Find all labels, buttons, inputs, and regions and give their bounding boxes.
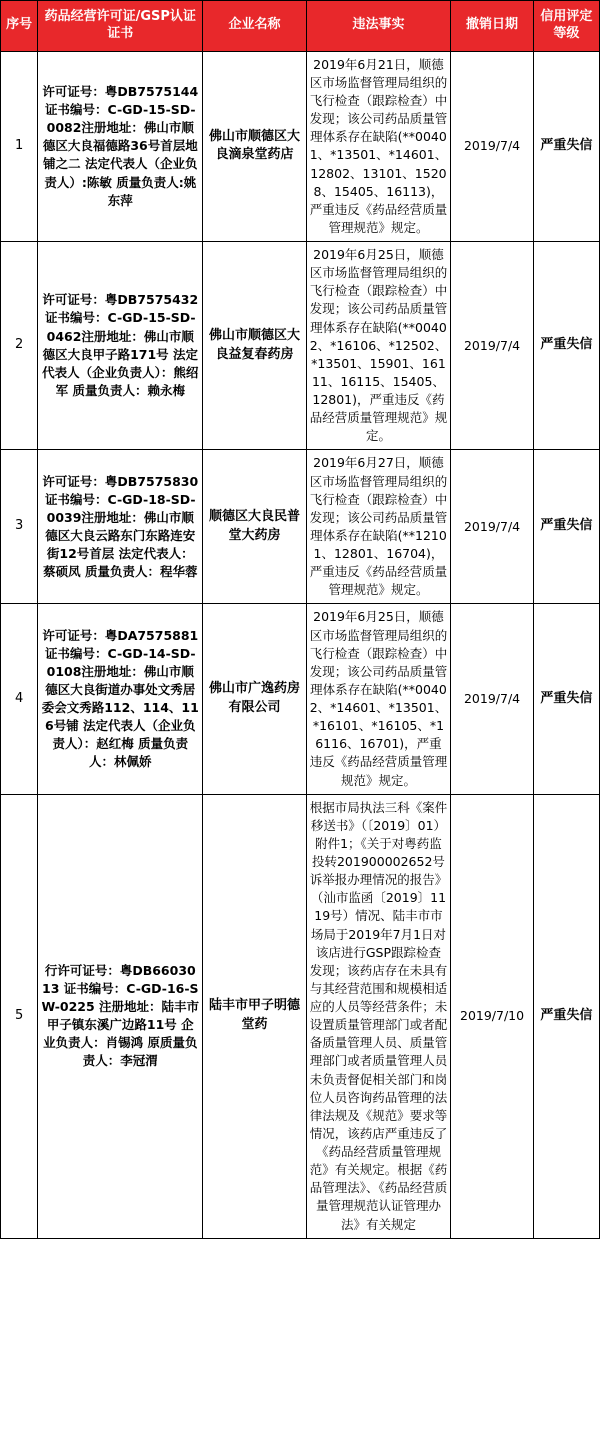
cell-no: 2 [1, 242, 38, 450]
table-row [1, 794, 600, 1238]
cell-date: 2019/7/10 [451, 794, 534, 1238]
cell-company: 佛山市顺德区大良益复春药房 [203, 242, 306, 450]
cell-company: 佛山市顺德区大良滴泉堂药店 [203, 51, 306, 241]
table-row [1, 242, 600, 450]
cell-date: 2019/7/4 [451, 450, 534, 604]
cell-facts: 2019年6月25日，顺德区市场监督管理局组织的飞行检查（跟踪检查）中发现；该公司药品质量管理体系存在缺陷(**00402、*14601、*13501、*16101、*16105、*16116、16701)，严重违反《药品经营质量管理规范》规定。 [306, 604, 451, 794]
cell-license: 许可证号：粤DB7575830 证书编号：C-GD-18-SD-0039注册地址：佛山市顺德区大良云路东门东路连安街12号首层 法定代表人：蔡硕凤 质量负责人：程华蓉 [38, 450, 203, 604]
cell-date: 2019/7/4 [451, 51, 534, 241]
cell-company: 佛山市广逸药房有限公司 [203, 604, 306, 794]
table-row [1, 51, 600, 241]
column-header-date: 撤销日期 [451, 1, 534, 52]
cell-company: 陆丰市甲子明德堂药 [203, 794, 306, 1238]
cell-no: 1 [1, 51, 38, 241]
cell-license: 许可证号：粤DA7575881 证书编号：C-GD-14-SD-0108注册地址：佛山市顺德区大良街道办事处文秀居委会文秀路112、114、116号铺 法定代表人（企业负责人）：赵红梅 质量负责人：林佩娇 [38, 604, 203, 794]
cell-credit: 严重失信 [533, 604, 599, 794]
cell-no: 4 [1, 604, 38, 794]
table-header [1, 1, 600, 52]
column-header-no: 序号 [1, 1, 38, 52]
cell-credit: 严重失信 [533, 51, 599, 241]
column-header-facts: 违法事实 [306, 1, 451, 52]
cell-license: 许可证号：粤DB7575144 证书编号：C-GD-15-SD-0082注册地址：佛山市顺德区大良福德路36号首层地铺之二 法定代表人（企业负责人）:陈敏 质量负责人:姚东萍 [38, 51, 203, 241]
table-body [1, 51, 600, 1238]
cell-no: 5 [1, 794, 38, 1238]
cell-credit: 严重失信 [533, 794, 599, 1238]
cell-date: 2019/7/4 [451, 242, 534, 450]
column-header-license: 药品经营许可证/GSP认证证书 [38, 1, 203, 52]
table-row [1, 604, 600, 794]
cell-credit: 严重失信 [533, 450, 599, 604]
cell-license: 行许可证号：粤DB6603013 证书编号：C-GD-16-SW-0225 注册地址：陆丰市甲子镇东溪广边路11号 企业负责人：肖锡鸿 原质量负责人：李冠渭 [38, 794, 203, 1238]
cell-facts: 根据市局执法三科《案件移送书》（〔2019〕01）附件1；《关于对粤药监投转201900002652号诉举报办理情况的报告》（汕市监函〔2019〕1119号）情况、陆丰市市场局于2019年7月1日对该店进行GSP跟踪检查发现；该药店存在未具有与其经营范围和规模相适应的人员等经营条件；未设置质量管理部门或者配备质量管理人员、质量管理部门或者质量管理人员未负责督促相关部门和岗位人员咨询药品管理的法律法规及《规范》要求等情况，该药店严重违反了《药品经营质量管理规范》有关规定。根据《药品管理法》、《药品经营质量管理规范认证管理办法》有关规定 [306, 794, 451, 1238]
table-row [1, 450, 600, 604]
cell-company: 顺德区大良民普堂大药房 [203, 450, 306, 604]
cell-credit: 严重失信 [533, 242, 599, 450]
cell-facts: 2019年6月25日，顺德区市场监督管理局组织的飞行检查（跟踪检查）中发现；该公司药品质量管理体系存在缺陷(**00402、*16106、*12502、*13501、15901、16111、16115、15405、12801)，严重违反《药品经营质量管理规范》规定。 [306, 242, 451, 450]
column-header-company: 企业名称 [203, 1, 306, 52]
cell-date: 2019/7/4 [451, 604, 534, 794]
table-header-row [1, 1, 600, 52]
column-header-credit: 信用评定等级 [533, 1, 599, 52]
cell-license: 许可证号：粤DB7575432 证书编号：C-GD-15-SD-0462注册地址：佛山市顺德区大良甲子路171号 法定代表人（企业负责人）：熊绍军 质量负责人：赖永梅 [38, 242, 203, 450]
cell-facts: 2019年6月21日，顺德区市场监督管理局组织的飞行检查（跟踪检查）中发现；该公司药品质量管理体系存在缺陷(**00401、*13501、*14601、12802、13101、15208、15405、16113)，严重违反《药品经营质量管理规范》规定。 [306, 51, 451, 241]
cell-no: 3 [1, 450, 38, 604]
cell-facts: 2019年6月27日，顺德区市场监督管理局组织的飞行检查（跟踪检查）中发现；该公司药品质量管理体系存在缺陷(**12101、12801、16704)，严重违反《药品经营质量管理规范》规定。 [306, 450, 451, 604]
